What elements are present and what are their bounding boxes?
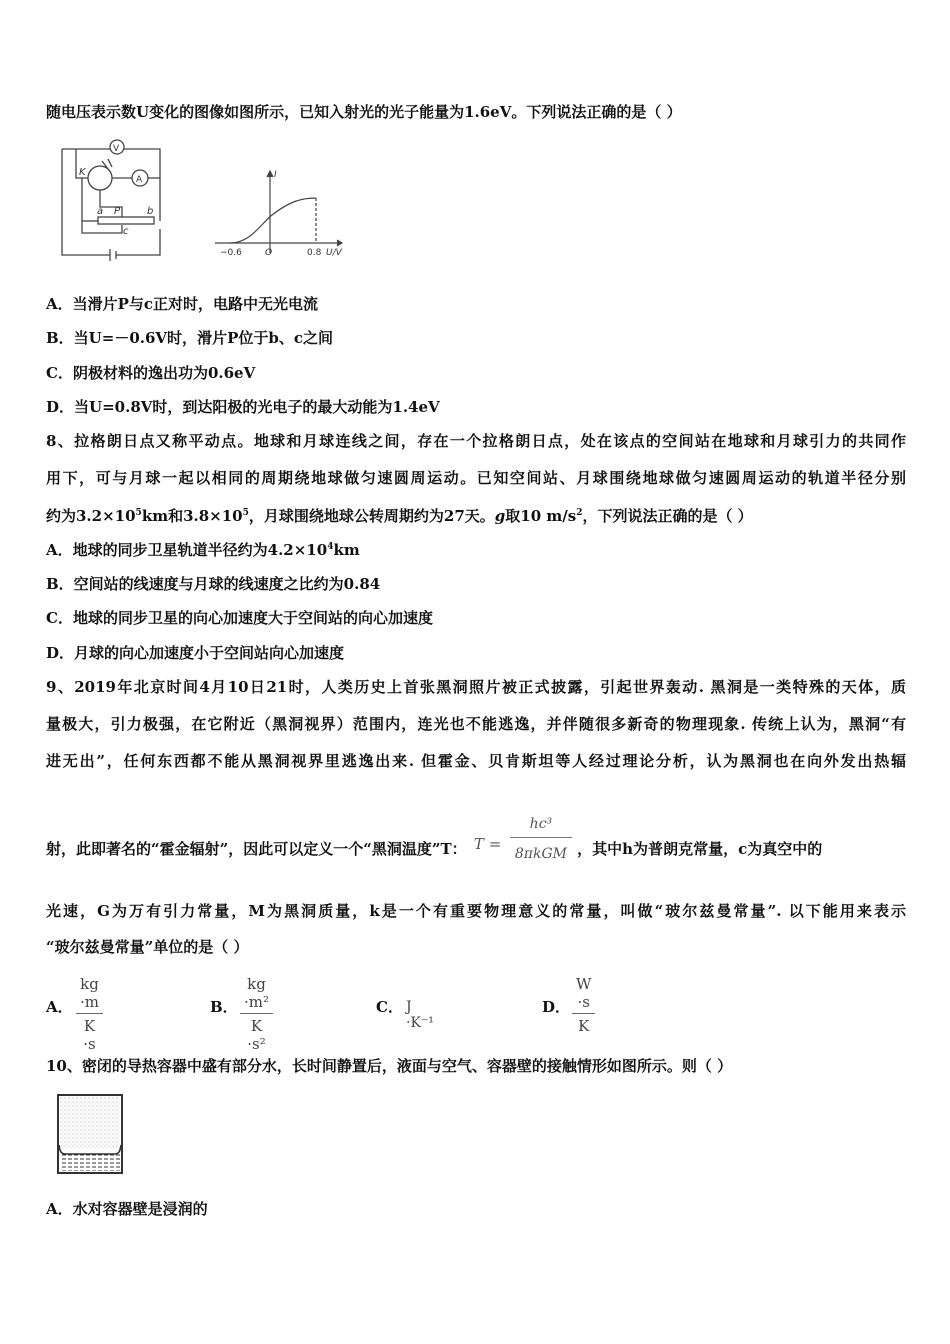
q7-option-b: B．当U=－0.6V时，滑片P位于b、c之间 [46, 329, 333, 347]
q7-stem: 随电压表示数U变化的图像如图所示，已知入射光的光子能量为1.6eV。下列说法正确的是（ ） [46, 103, 682, 121]
voltmeter-label: V [113, 144, 120, 154]
q9-stem-line2: 量极大，引力极强，在它附近（黑洞视界）范围内，连光也不能逃逸，并伴随很多新奇的物理现象. 传统上认为，黑洞“有 [46, 715, 906, 733]
rheostat-a-label: a [97, 206, 104, 217]
q8-stem-line2: 用下，可与月球一起以相同的周期绕地球做匀速圆周运动。已知空间站、月球围绕地球做匀速圆周运动的轨道半径分别 [46, 469, 906, 487]
hawking-temperature-formula: T = hc³ 8πkGM [472, 839, 572, 861]
graph-y-label: I [274, 170, 277, 180]
q7-option-a: A．当滑片P与c正对时，电路中无光电流 [46, 295, 319, 313]
q8-stem-line1: 8、拉格朗日点又称平动点。地球和月球连线之间，存在一个拉格朗日点，处在该点的空间站在地球和月球引力的共同作 [46, 432, 906, 450]
q10-option-a: A．水对容器壁是浸润的 [46, 1200, 208, 1218]
graph-tick-right: 0.8 [307, 248, 322, 258]
q8-option-a: A．地球的同步卫星轨道半径约为$4.2\times 10^4km$ [46, 541, 360, 559]
q9-stem-line1: 9、2019年北京时间4月10日21时，人类历史上首张黑洞照片被正式披露，引起世界轰动. 黑洞是一类特殊的天体，质 [46, 678, 906, 696]
q9-stem-line6: “玻尔兹曼常量”单位的是（ ） [46, 938, 249, 956]
q9-options: A． $\frac{kg \cdot m}{K \cdot s}$ B． $\frac{\text{kg ·m²}}{\text{K ·s²}}$ C． J ·K⁻¹ D． $\frac{W \cdot s}{K}$ [46, 975, 746, 1027]
graph-x-label: U/V [326, 248, 342, 258]
q10-stem: 10、密闭的导热容器中盛有部分水，长时间静置后，液面与空气、容器壁的接触情形如图所示。则（ ） [46, 1057, 733, 1075]
container-diagram [56, 1093, 124, 1175]
q8-stem-line3: 约为$3.2\times 10^5km$和$3.8\times 10^5$，月球围绕地球公转周期约为27天。g取10 $m/s^2$，下列说法正确的是（ ） [46, 507, 753, 525]
q7-option-d: D．当U=0.8V时，到达阳极的光电子的最大动能为1.4eV [46, 398, 440, 416]
iu-graph [210, 165, 355, 260]
graph-tick-left: −0.6 [220, 248, 242, 258]
q7-option-c: C．阴极材料的逸出功为0.6eV [46, 364, 256, 382]
rheostat-c-label: c [123, 226, 129, 237]
cathode-label: K [79, 167, 86, 178]
q9-stem-line4: 射，此即著名的“霍金辐射”，因此可以定义一个“黑洞温度”T： T = hc³ 8πkGM ，其中h为普朗克常量，c为真空中的 [46, 816, 823, 862]
q8-option-b: B．空间站的线速度与月球的线速度之比约为0.84 [46, 575, 381, 593]
q9-stem-line3: 进无出”，任何东西都不能从黑洞视界里逃逸出来. 但霍金、贝肯斯坦等人经过理论分析，认为黑洞也在向外发出热辐 [46, 752, 906, 770]
ammeter-label: A [136, 175, 143, 185]
q8-option-d: D．月球的向心加速度小于空间站向心加速度 [46, 644, 345, 662]
slider-p-label: P [114, 206, 121, 217]
q8-option-c: C．地球的同步卫星的向心加速度大于空间站的向心加速度 [46, 609, 433, 627]
graph-origin: O [265, 248, 273, 258]
circuit-diagram [52, 133, 172, 263]
q9-stem-line5: 光速，G为万有引力常量，M为黑洞质量，k是一个有重要物理意义的常量，叫做“玻尔兹曼常量”. 以下能用来表示 [46, 902, 906, 920]
rheostat-b-label: b [147, 206, 154, 217]
